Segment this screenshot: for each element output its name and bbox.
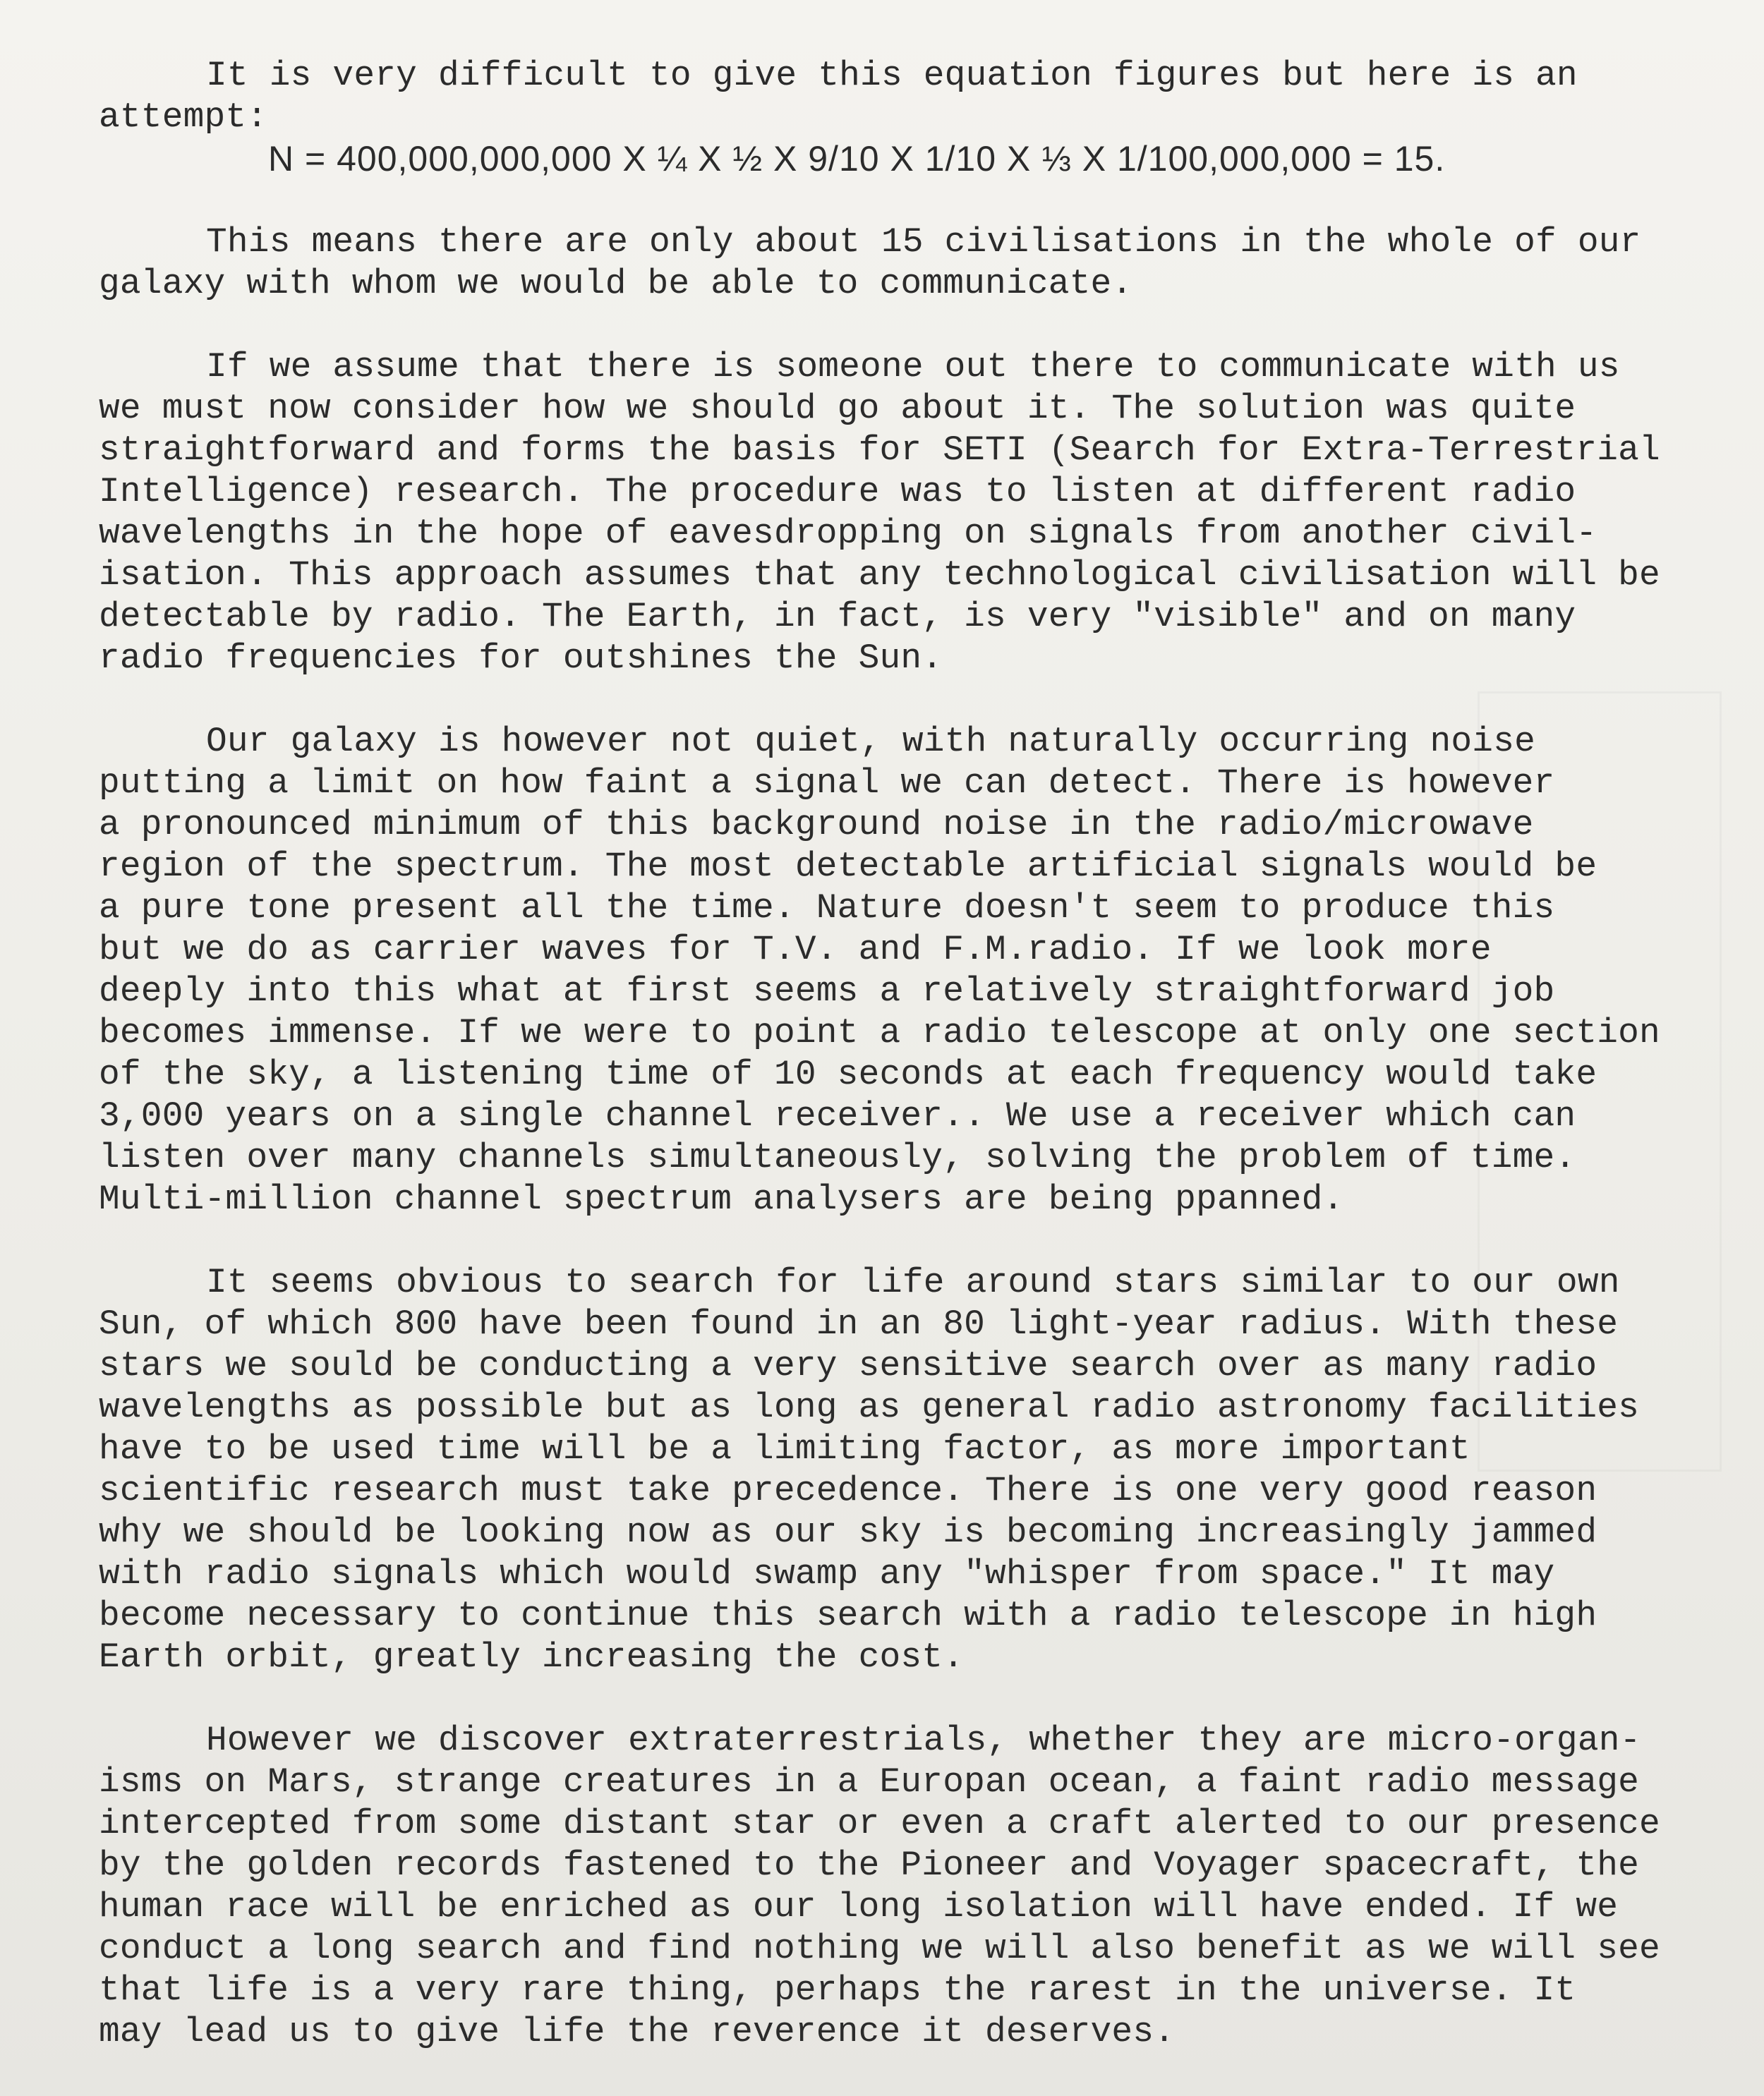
paragraph-conclusion — [99, 1720, 1660, 2053]
text-line: by the golden records fastened to the Pioneer and Voyager spacecraft, the — [99, 1846, 1640, 1885]
text-line: region of the spectrum. The most detectable artificial signals would be — [99, 847, 1597, 886]
text-line: 3,000 years on a single channel receiver.. We use a receiver which can — [99, 1096, 1576, 1136]
text-line: that life is a very rare thing, perhaps the rarest in the universe. It — [99, 1970, 1576, 2010]
text-line: have to be used time will be a limiting factor, as more important — [99, 1429, 1470, 1469]
text-line: a pronounced minimum of this background noise in the radio/microwave — [99, 805, 1534, 844]
text-line: Sun, of which 800 have been found in an 80 light-year radius. With these — [99, 1304, 1619, 1344]
text-line: conduct a long search and find nothing we will also benefit as we will see — [99, 1929, 1660, 1968]
document-body — [99, 55, 1660, 2095]
paragraph-seti — [99, 346, 1660, 679]
text-line: human race will be enriched as our long isolation will have ended. If we — [99, 1887, 1619, 1927]
text-line: galaxy with whom we would be able to communicate. — [99, 264, 1133, 303]
text-line: but we do as carrier waves for T.V. and F.M.radio. If we look more — [99, 930, 1492, 969]
text-line: putting a limit on how faint a signal we can detect. There is however — [99, 763, 1555, 803]
text-line: becomes immense. If we were to point a radio telescope at only one section — [99, 1013, 1660, 1053]
text-line: isation. This approach assumes that any technological civilisation will be — [99, 555, 1660, 595]
paragraph-civilisations — [99, 222, 1641, 305]
text-line: detectable by radio. The Earth, in fact, is very "visible" and on many — [99, 597, 1576, 636]
text-line: become necessary to continue this search with a radio telescope in high — [99, 1596, 1597, 1635]
text-line: Earth orbit, greatly increasing the cost. — [99, 1637, 965, 1677]
text-line: If we assume that there is someone out there to communicate with us — [206, 347, 1620, 387]
text-line: with radio signals which would swamp any "whisper from space." It may — [99, 1554, 1555, 1594]
paragraph-sunlike-stars — [99, 1262, 1640, 1678]
text-line: However we discover extraterrestrials, whether they are micro-organ- — [206, 1721, 1641, 1760]
paragraph-noise — [99, 721, 1660, 1220]
text-line: a pure tone present all the time. Nature doesn't seem to produce this — [99, 888, 1555, 928]
text-line: of the sky, a listening time of 10 seconds at each frequency would take — [99, 1055, 1597, 1094]
text-line: radio frequencies for outshines the Sun. — [99, 638, 943, 678]
text-line: scientific research must take precedence. There is one very good reason — [99, 1471, 1597, 1510]
text-line: listen over many channels simultaneously, solving the problem of time. — [99, 1138, 1576, 1177]
paragraph-equation-intro — [99, 55, 1637, 138]
text-line: intercepted from some distant star or even a craft alerted to our presence — [99, 1804, 1660, 1843]
text-line: stars we sould be conducting a very sensitive search over as many radio — [99, 1346, 1597, 1386]
text-line: why we should be looking now as our sky is becoming increasingly jammed — [99, 1513, 1597, 1552]
text-line: we must now consider how we should go about it. The solution was quite — [99, 389, 1576, 428]
text-line: straightforward and forms the basis for SETI (Search for Extra-Terrestrial — [99, 430, 1660, 470]
text-line: may lead us to give life the reverence it deserves. — [99, 2012, 1176, 2052]
text-line: attempt: — [99, 97, 268, 137]
text-line: Our galaxy is however not quiet, with naturally occurring noise — [206, 722, 1536, 761]
text-line: It seems obvious to search for life around stars similar to our own — [206, 1263, 1620, 1302]
text-line: Intelligence) research. The procedure was to listen at different radio — [99, 472, 1576, 511]
text-line: isms on Mars, strange creatures in a Europan ocean, a faint radio message — [99, 1762, 1640, 1802]
paragraph-equation — [99, 138, 1637, 180]
text-line: Multi-million channel spectrum analysers are being ppanned. — [99, 1180, 1344, 1219]
text-line: wavelengths as possible but as long as general radio astronomy facilities — [99, 1388, 1640, 1427]
text-line: wavelengths in the hope of eavesdropping on signals from another civil- — [99, 514, 1597, 553]
text-line: deeply into this what at first seems a relatively straightforward job — [99, 971, 1555, 1011]
text-line: It is very difficult to give this equation figures but here is an — [206, 56, 1578, 95]
drake-equation: N = 400,000,000,000 X ¼ X ½ X 9/10 X 1/10 X ⅓ X 1/100,000,000 = 15. — [268, 139, 1446, 178]
text-line: This means there are only about 15 civilisations in the whole of our — [206, 222, 1641, 262]
